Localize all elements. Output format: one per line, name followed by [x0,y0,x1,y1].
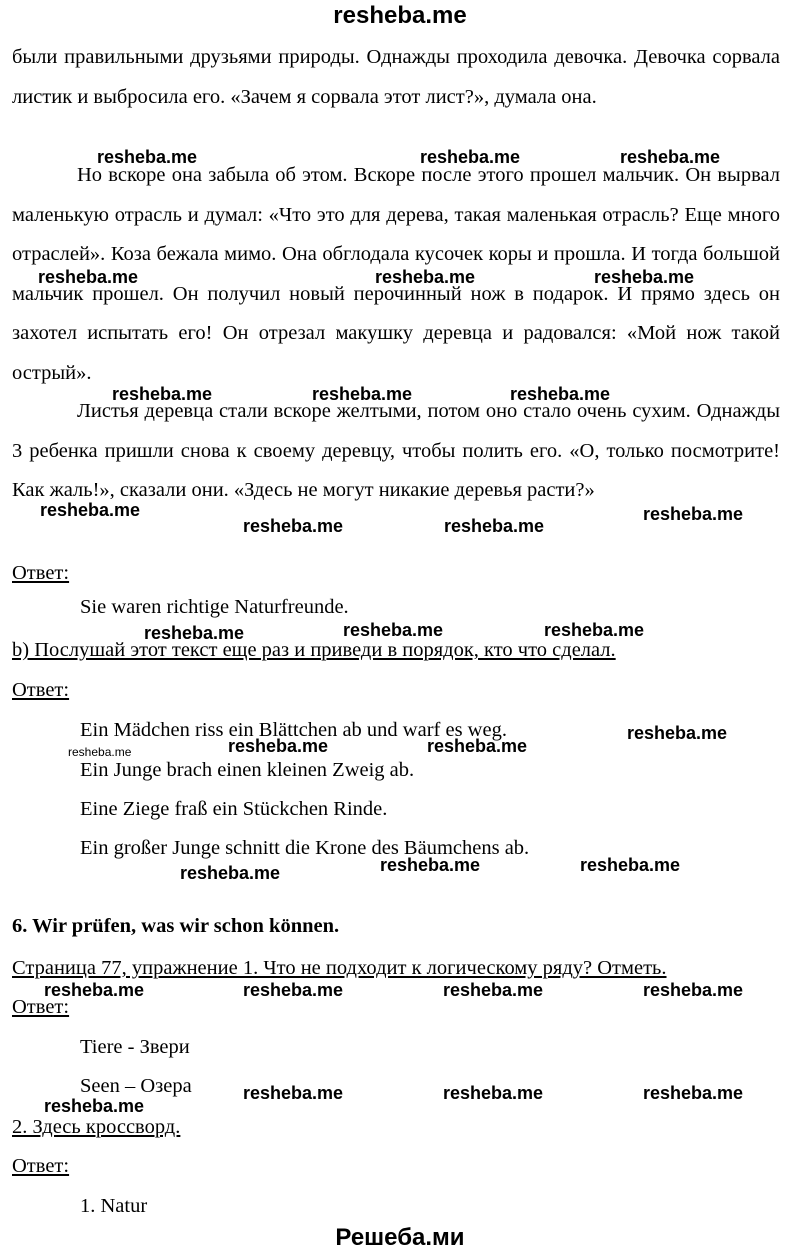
answer-label: Ответ: [12,679,70,701]
watermark: resheba.me [228,736,329,756]
task-b-title: b) Послушай этот текст еще раз и приведи в порядок, кто что сделал. [12,639,616,661]
answer-label: Ответ: [12,996,70,1018]
watermark: resheba.me [97,147,198,167]
watermark: resheba.me [580,855,681,875]
watermark: resheba.me [375,267,476,287]
answer-line: Tiere - Звери [80,1036,190,1058]
story-paragraph-1: были правильными друзьями природы. Однажды проходила девочка. Девочка сорвала листик и выбросила его. «Зачем я сорвала этот лист?», думала она. [12,46,780,108]
watermark: resheba.me [380,855,481,875]
watermark: resheba.me [243,980,344,1000]
answer-text: Sie waren richtige Naturfreunde. [80,596,349,618]
watermark: resheba.me [44,1096,145,1116]
watermark: resheba.me [443,980,544,1000]
answer-line: Ein Mädchen riss ein Blättchen ab und warf es weg. [80,719,507,741]
watermark: resheba.me [312,384,413,404]
site-footer: Решеба.ми [335,1224,465,1251]
watermark: resheba.me [68,745,132,759]
watermark: resheba.me [444,516,545,536]
watermark: resheba.me [643,1083,744,1103]
watermark: resheba.me [180,863,281,883]
watermark: resheba.me [427,736,528,756]
watermark: resheba.me [443,1083,544,1103]
watermark: resheba.me [420,147,521,167]
watermark: resheba.me [643,504,744,524]
task-1-title: Страница 77, упражнение 1. Что не подходит к логическому ряду? Отметь. [12,957,667,979]
task-2-title: 2. Здесь кроссворд. [12,1116,181,1138]
answer-line: Ein großer Junge schnitt die Krone des Bäumchens ab. [80,837,530,859]
answer-line: 1. Natur [80,1195,148,1217]
story-paragraph-3: Листья деревца стали вскоре желтыми, потом оно стало очень сухим. Однажды 3 ребенка пришли снова к своему деревцу, чтобы полить его. «О, только посмотрите! Как жаль!», сказали они. «Здесь не могут никакие деревья расти?» [12,400,780,501]
watermark: resheba.me [112,384,213,404]
answer-label: Ответ: [12,1155,70,1177]
answer-line: Ein Junge brach einen kleinen Zweig ab. [80,759,415,781]
watermark: resheba.me [144,623,245,643]
story-paragraph-2: Но вскоре она забыла об этом. Вскоре после этого прошел мальчик. Он вырвал маленькую отрасль и думал: «Что это для дерева, такая маленькая отрасль? Еще много отраслей». Коза бежала мимо. Она обглодала кусочек коры и прошла. И тогда большой мальчик прошел. Он получил новый перочинный нож в подарок. И прямо здесь он захотел испытать его! Он отрезал макушку деревца и радовался: «Мой нож такой острый». [12,164,780,384]
watermark: resheba.me [594,267,695,287]
answer-label: Ответ: [12,562,70,584]
watermark: resheba.me [40,500,141,520]
watermark: resheba.me [627,723,728,743]
watermark: resheba.me [44,980,145,1000]
site-header: resheba.me [333,2,467,29]
watermark: resheba.me [544,620,645,640]
watermark: resheba.me [243,1083,344,1103]
watermark: resheba.me [643,980,744,1000]
section-heading: 6. Wir prüfen, was wir schon können. [12,915,340,937]
answer-line: Eine Ziege fraß ein Stückchen Rinde. [80,798,388,820]
answer-line: Seen – Озера [80,1075,192,1097]
watermark: resheba.me [243,516,344,536]
watermark: resheba.me [510,384,611,404]
watermark: resheba.me [343,620,444,640]
watermark: resheba.me [620,147,721,167]
watermark: resheba.me [38,267,139,287]
